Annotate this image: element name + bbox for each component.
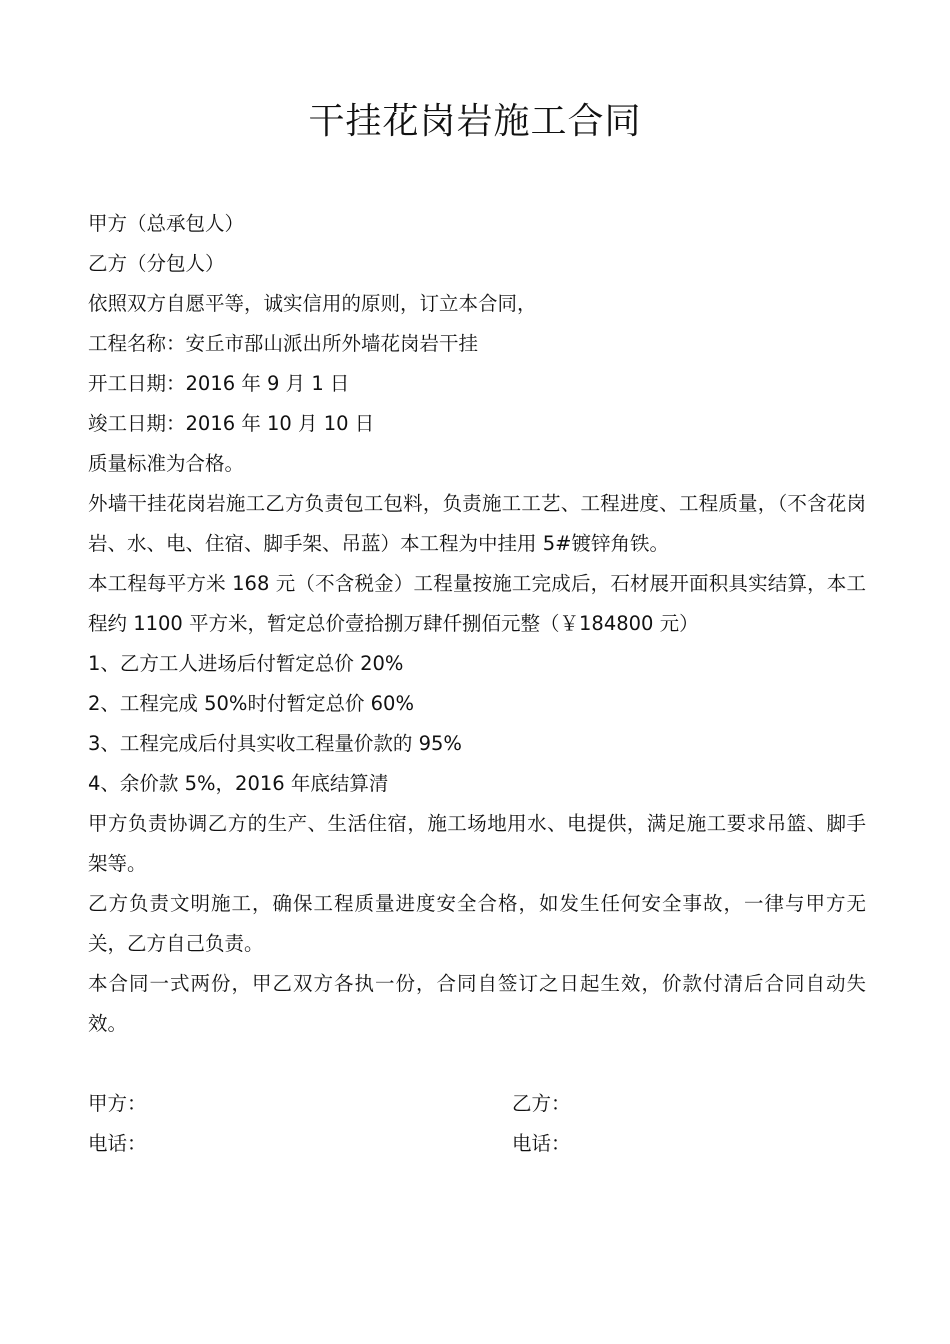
payment-term-3: 3、工程完成后付具实收工程量价款的 95% [88,732,462,755]
party-b-line: 乙方（分包人） [88,252,225,275]
quality-standard-line: 质量标准为合格。 [88,452,245,475]
completion-date-line: 竣工日期：2016 年 10 月 10 日 [88,412,375,435]
payment-term-2: 2、工程完成 50%时付暂定总价 60% [88,692,414,715]
party-a-line: 甲方（总承包人） [88,212,245,235]
start-date-line: 开工日期：2016 年 9 月 1 日 [88,372,350,395]
project-name-line: 工程名称：安丘市郚山派出所外墙花岗岩干挂 [88,332,479,355]
party-b-phone-label: 电话： [512,1132,571,1155]
party-a-signature-block [88,1084,147,1164]
party-a-duties-paragraph: 甲方负责协调乙方的生产、生活住宿，施工场地用水、电提供，满足施工要求吊篮、脚手架等。 [88,812,866,875]
pricing-paragraph: 本工程每平方米 168 元（不含税金）工程量按施工完成后，石材展开面积具实结算，本工程约 1100 平方米，暂定总价壹拾捌万肆仟捌佰元整（￥184800 元） [88,572,866,635]
validity-paragraph: 本合同一式两份，甲乙双方各执一份，合同自签订之日起生效，价款付清后合同自动失效。 [88,972,866,1035]
principle-line: 依照双方自愿平等，诚实信用的原则，订立本合同， [88,292,537,315]
contract-body [88,204,866,1044]
party-b-duties-paragraph: 乙方负责文明施工，确保工程质量进度安全合格，如发生任何安全事故，一律与甲方无关，乙方自己负责。 [88,892,866,955]
party-a-phone-label: 电话： [88,1132,147,1155]
party-a-signature-label: 甲方： [88,1092,147,1115]
document-title: 干挂花岗岩施工合同 [308,101,642,142]
scope-paragraph: 外墙干挂花岗岩施工乙方负责包工包料，负责施工工艺、工程进度、工程质量，（不含花岗岩、水、电、住宿、脚手架、吊蓝）本工程为中挂用 5#镀锌角铁。 [88,492,866,555]
payment-term-1: 1、乙方工人进场后付暂定总价 20% [88,652,404,675]
party-b-signature-block [512,1084,571,1164]
party-b-signature-label: 乙方： [512,1092,571,1115]
payment-term-4: 4、余价款 5%，2016 年底结算清 [88,772,389,795]
